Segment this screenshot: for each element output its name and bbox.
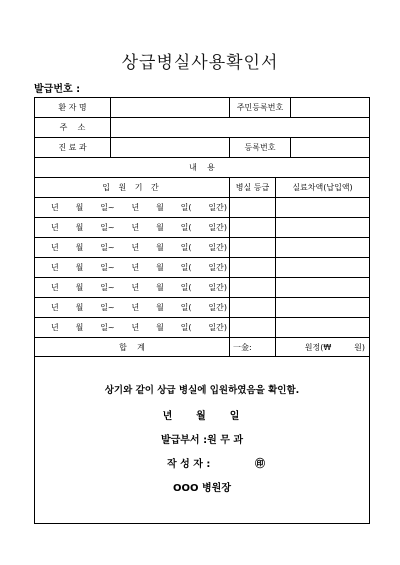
room-fee-field[interactable] [276,198,370,218]
period-text: 월 [156,203,164,212]
period-text: 월 [156,323,164,332]
confirmation-form-table [34,97,370,524]
period-text: 월 [75,203,84,212]
period-text: 년 [51,243,59,252]
period-text: 월 [75,263,84,272]
admission-period-field[interactable] [35,218,230,238]
period-text: 년 [131,283,140,292]
period-text: 일간) [208,303,227,312]
patient-name-label: 환 자 명 [35,98,111,118]
admission-period-row [35,238,370,258]
room-grade-field[interactable] [230,198,276,218]
period-text: 월 [156,303,164,312]
admission-period-field[interactable] [35,258,230,278]
room-grade-header: 병실 등급 [230,178,276,198]
room-grade-field[interactable] [230,298,276,318]
period-text: 년 [131,323,140,332]
address-field[interactable] [111,118,370,138]
admission-period-field[interactable] [35,298,230,318]
period-text: 일( [180,283,192,292]
period-text: 일~ [100,283,115,292]
hospital-director: OOO 병원장 [173,483,231,494]
period-text: 년 [131,263,140,272]
room-fee-field[interactable] [276,238,370,258]
period-text: 월 [75,243,84,252]
total-amount-field[interactable]: 원정(₩ 원) [276,338,370,357]
resident-number-field[interactable] [291,98,370,118]
admission-period-row [35,198,370,218]
resident-number-label: 주민등록번호 [230,98,291,118]
room-fee-field[interactable] [276,318,370,338]
writer-label: 작 성 자 : [167,459,211,470]
total-label: 합 계 [35,338,230,357]
registration-number-field[interactable] [291,138,370,158]
admission-period-row [35,258,370,278]
registration-number-label: 등록번호 [230,138,291,158]
period-text: 월 [75,323,84,332]
admission-period-row [35,218,370,238]
period-text: 년 [131,303,140,312]
room-grade-field[interactable] [230,278,276,298]
period-text: 일( [180,243,192,252]
admission-period-header: 입 원 기 간 [35,178,230,198]
period-text: 일간) [208,263,227,272]
admission-period-field[interactable] [35,198,230,218]
period-text: 년 [51,303,59,312]
period-text: 월 [156,283,164,292]
period-text: 일간) [208,243,227,252]
period-text: 일( [180,303,192,312]
admission-period-field[interactable] [35,318,230,338]
period-text: 일간) [208,223,227,232]
period-text: 년 [51,203,59,212]
admission-period-row [35,318,370,338]
period-text: 일~ [100,303,115,312]
confirmation-statement: 상기와 같이 상급 병실에 입원하였음을 확인함. [104,385,300,396]
period-text: 일간) [208,283,227,292]
admission-period-row [35,298,370,318]
department-field[interactable] [111,138,230,158]
period-text: 월 [156,263,164,272]
confirmation-statement-box [35,357,370,524]
document-title: 상급병실사용확인서 [121,53,279,73]
period-text: 년 [131,203,140,212]
seal-mark: ㊞ [255,459,265,470]
room-fee-field[interactable] [276,278,370,298]
room-fee-field[interactable] [276,258,370,278]
period-text: 년 [51,263,59,272]
period-text: 일간) [208,323,227,332]
patient-name-field[interactable] [111,98,230,118]
period-text: 일( [180,223,192,232]
period-text: 일( [180,323,192,332]
room-fee-difference-header: 실료차액(납입액) [276,178,370,198]
issuing-department: 발급부서 :원 무 과 [160,435,244,446]
address-label: 주 소 [35,118,111,138]
period-text: 월 [156,223,164,232]
period-text: 일~ [100,223,115,232]
period-text: 일~ [100,323,115,332]
period-text: 년 [51,223,59,232]
period-text: 일~ [100,243,115,252]
room-grade-field[interactable] [230,318,276,338]
period-text: 일( [180,203,192,212]
period-text: 월 [75,303,84,312]
period-text: 년 [131,243,140,252]
room-grade-field[interactable] [230,218,276,238]
room-grade-field[interactable] [230,258,276,278]
period-text: 월 [156,243,164,252]
issue-number-label: 발급번호 : [34,84,81,95]
period-text: 일( [180,263,192,272]
room-fee-field[interactable] [276,298,370,318]
admission-period-field[interactable] [35,278,230,298]
period-text: 월 [75,223,84,232]
period-text: 일간) [208,203,227,212]
period-text: 일~ [100,263,115,272]
period-text: 년 [51,283,59,292]
issue-date: 년 월 일 [162,411,242,422]
period-text: 월 [75,283,84,292]
admission-period-field[interactable] [35,238,230,258]
admission-period-row [35,278,370,298]
period-text: 일~ [100,203,115,212]
period-text: 년 [131,223,140,232]
total-currency-label: 一金: [230,338,276,357]
content-header: 내 용 [35,158,370,178]
room-fee-field[interactable] [276,218,370,238]
room-grade-field[interactable] [230,238,276,258]
period-text: 년 [51,323,59,332]
department-label: 진 료 과 [35,138,111,158]
